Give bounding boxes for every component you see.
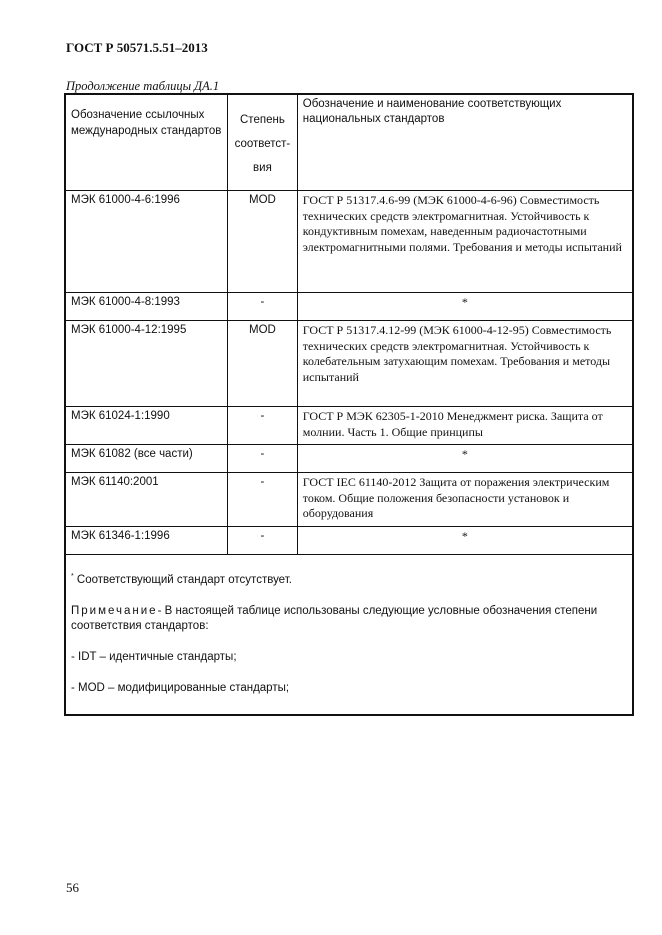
table-row (65, 293, 633, 321)
ref-cell: МЭК 61024-1:1990 (65, 407, 228, 445)
note (71, 604, 627, 634)
note-label: Примечание (71, 604, 158, 617)
ref-cell: МЭК 61000-4-6:1996 (65, 191, 228, 293)
page-number: 56 (66, 880, 79, 895)
degree-cell: - (228, 527, 298, 555)
national-cell: ГОСТ Р 51317.4.6-99 (МЭК 61000-4-6-96) Совместимость технических средств электромагнитная. Устойчивость к кондуктивным помехам, наведенным радиочастотными электромагнитными полями. Требования и методы испытаний (297, 191, 633, 293)
table-header-row (65, 94, 633, 191)
table-row (65, 473, 633, 527)
national-cell: ГОСТ Р МЭК 62305-1-2010 Менеджмент риска. Защита от молнии. Часть 1. Общие принципы (297, 407, 633, 445)
ref-cell: МЭК 61000-4-12:1995 (65, 321, 228, 407)
ref-cell: МЭК 61082 (все части) (65, 445, 228, 473)
national-cell: ГОСТ IEC 61140-2012 Защита от поражения электрическим током. Общие положения безопасности установок и оборудования (297, 473, 633, 527)
ref-cell: МЭК 61140:2001 (65, 473, 228, 527)
degree-cell: - (228, 293, 298, 321)
notes-row (65, 555, 633, 715)
column-header-degree: Степень соответст- вия (228, 94, 298, 191)
degree-cell: MOD (228, 191, 298, 293)
degree-cell: - (228, 473, 298, 527)
note-item: - MOD – модифицированные стандарты; (71, 681, 290, 694)
table-row (65, 527, 633, 555)
notes-cell (65, 555, 633, 715)
footnote-text: Соответствующий стандарт отсутствует. (73, 573, 292, 586)
table-row (65, 407, 633, 445)
table-caption: Продолжение таблицы ДА.1 (66, 79, 220, 93)
footnote-mark: * (71, 573, 74, 580)
national-cell: * (297, 527, 633, 555)
column-header-national: Обозначение и наименование соответствующих национальных стандартов (297, 94, 633, 191)
table-row (65, 321, 633, 407)
ref-cell: МЭК 61346-1:1996 (65, 527, 228, 555)
note-text: - В настоящей таблице использованы следующие условные обозначения степени соответствия стандартов: (71, 604, 598, 632)
footnote (71, 569, 627, 588)
national-cell: * (297, 293, 633, 321)
national-cell: ГОСТ Р 51317.4.12-99 (МЭК 61000-4-12-95) Совместимость технических средств электромагнитная. Устойчивость к колебательным затухающим помехам. Требования и методы испытаний (297, 321, 633, 407)
document-id: ГОСТ Р 50571.5.51–2013 (66, 40, 208, 55)
national-cell: * (297, 445, 633, 473)
note-item: - IDT – идентичные стандарты; (71, 650, 237, 663)
column-header-ref: Обозначение ссылочных международных стандартов (65, 94, 228, 191)
degree-cell: - (228, 407, 298, 445)
ref-cell: МЭК 61000-4-8:1993 (65, 293, 228, 321)
degree-cell: - (228, 445, 298, 473)
standards-table (64, 93, 634, 716)
table-row (65, 445, 633, 473)
degree-cell: MOD (228, 321, 298, 407)
table-row (65, 191, 633, 293)
